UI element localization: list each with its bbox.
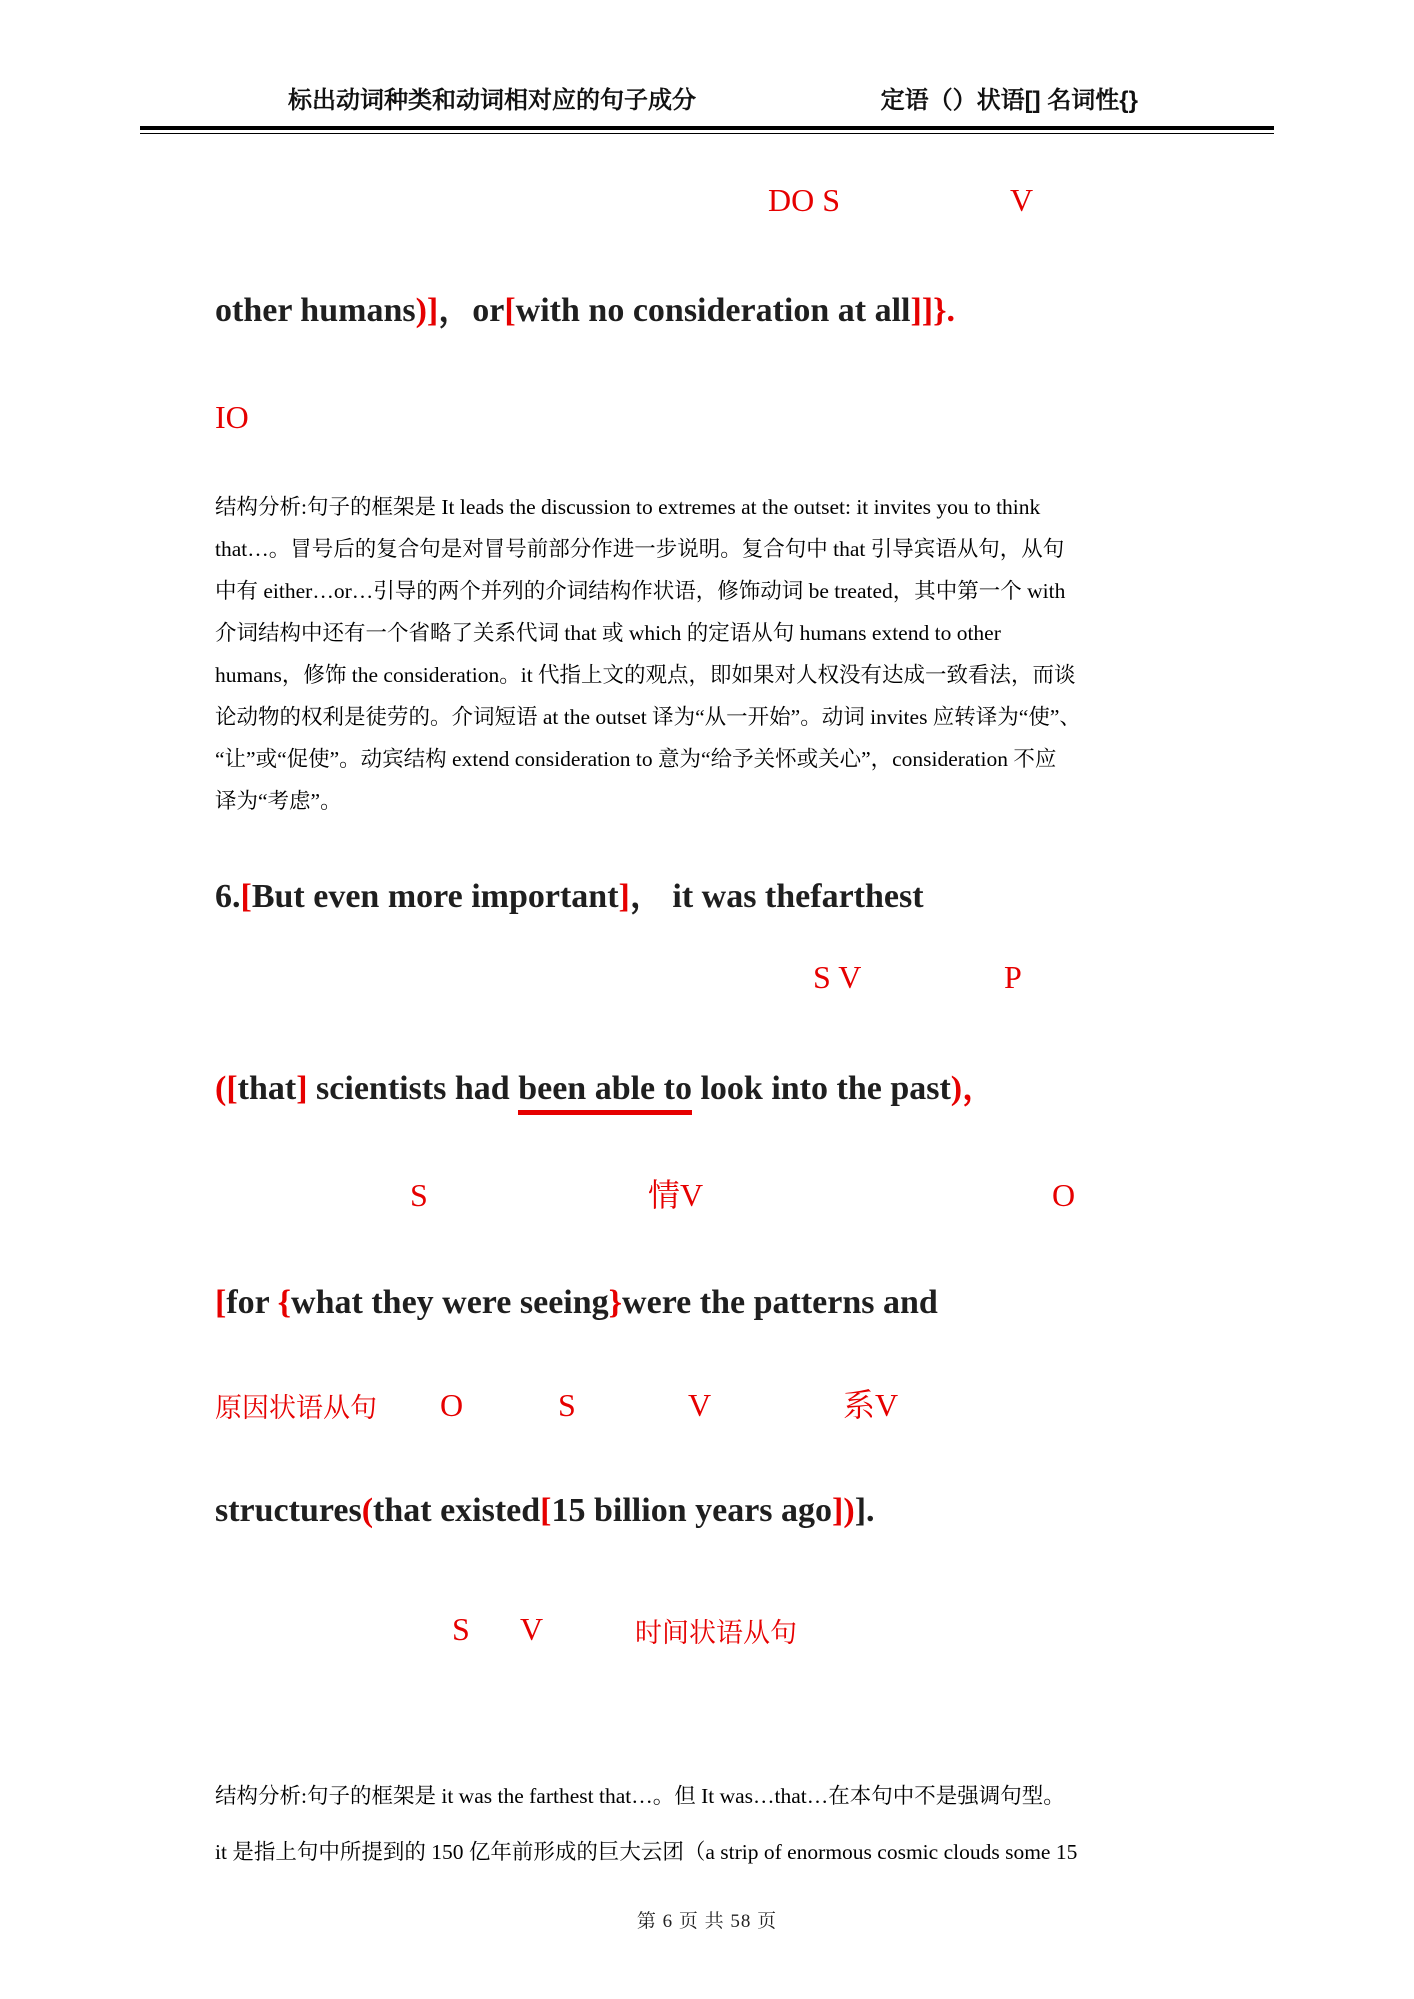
page-number: 第 6 页 共 58 页	[636, 1911, 778, 1932]
header-left-title: 标出动词种类和动词相对应的句子成分	[288, 87, 696, 114]
analysis-1-line-6: 论动物的权利是徒劳的。介词短语 at the outset 译为“从一开始”。动词 invites 应转译为“使”、	[215, 705, 1081, 729]
annotation-s-2: S	[410, 1177, 428, 1213]
annotation-o-2: O	[1052, 1177, 1076, 1213]
analysis-1-line-1: 结构分析:句子的框架是 It leads the discussion to extremes at the outset: it invites you to think	[215, 495, 1041, 519]
analysis-2-line-2: it 是指上句中所提到的 150 亿年前形成的巨大云团（a strip of enormous cosmic clouds some 15	[215, 1840, 1078, 1864]
annotation-v-4: V	[520, 1611, 544, 1647]
annotation-reason-clause: 原因状语从句	[215, 1393, 377, 1423]
analysis-2-line-1: 结构分析:句子的框架是 it was the farthest that…。但 It was…that…在本句中不是强调句型。	[215, 1784, 1065, 1808]
analysis-paragraph-2	[215, 1768, 1263, 1880]
annotation-s-3: S	[558, 1387, 576, 1423]
analysis-1-line-3: 中有 either…or…引导的两个并列的介词结构作状语，修饰动词 be treated，其中第一个 with	[215, 579, 1066, 603]
sentence-line-2: ([that] scientists had been able to look into the past)，	[215, 1066, 996, 1112]
annotation-o-3: O	[440, 1387, 464, 1423]
annotation-io: IO	[215, 399, 249, 435]
annotation-qing-v: 情V	[648, 1177, 704, 1213]
annotation-time-clause: 时间状语从句	[635, 1618, 797, 1648]
annotation-do-s: DO S	[768, 182, 841, 218]
analysis-1-line-7: “让”或“促使”。动宾结构 extend consideration to 意为“给予关怀或关心”，consideration 不应	[215, 747, 1057, 771]
annotation-s-v: S V	[813, 959, 862, 995]
sentence-line-3: [for {what they were seeing}were the patterns and	[215, 1284, 938, 1321]
annotation-v-1: V	[1010, 182, 1034, 218]
analysis-paragraph-1	[215, 486, 1263, 822]
annotation-p: P	[1004, 959, 1022, 995]
sentence-heading-6: 6.[But even more important]， it was thefarthest	[215, 878, 924, 915]
analysis-1-line-4: 介词结构中还有一个省略了关系代词 that 或 which 的定语从句 humans extend to other	[215, 621, 1001, 645]
sentence-line-1: other humans)]，or[with no consideration at all]]}.	[215, 292, 956, 329]
analysis-1-line-8: 译为“考虑”。	[215, 789, 342, 813]
analysis-1-line-2: that…。冒号后的复合句是对冒号前部分作进一步说明。复合句中 that 引导宾语从句，从句	[215, 537, 1065, 561]
header-divider	[140, 126, 1274, 134]
annotation-s-4: S	[452, 1611, 470, 1647]
sentence-line-4: structures(that existed[15 billion years ago])].	[215, 1492, 875, 1529]
annotation-v-3: V	[688, 1387, 712, 1423]
analysis-1-line-5: humans，修饰 the consideration。it 代指上文的观点，即如果对人权没有达成一致看法，而谈	[215, 663, 1076, 687]
annotation-xi-v: 系V	[843, 1387, 899, 1423]
header-right-legend: 定语（）状语[] 名词性{}	[880, 87, 1138, 114]
page-header	[288, 80, 1138, 115]
